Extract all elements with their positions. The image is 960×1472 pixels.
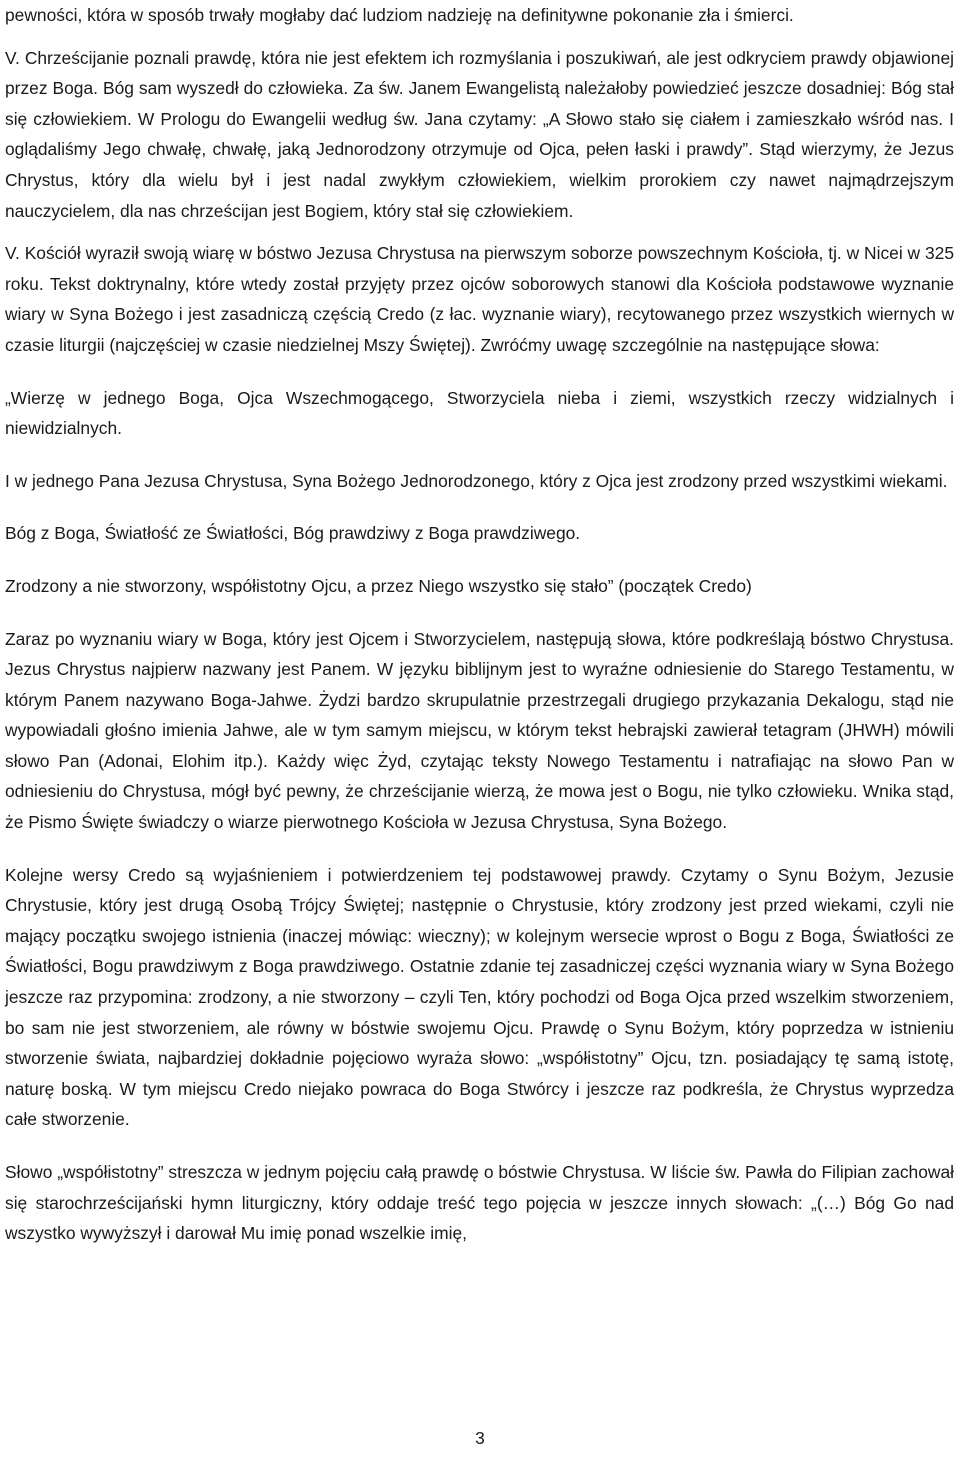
paragraph-credo-verses: Kolejne wersy Credo są wyjaśnieniem i potwierdzeniem tej podstawowej prawdy. Czytamy o Synu Bożym, Jezusie Chrystusie, który jest drugą Osobą Trójcy Świętej; następnie o Chrystusie, który zrodzony jest przed wiekami, czyli nie mający początku swojego istnienia (inaczej mówiąc: wieczny); w kolejnym wersecie wprost o Bogu z Boga, Światłości ze Światłości, Bogu prawdziwym z Boga prawdziwego. Ostatnie zdanie tej zasadniczej części wyznania wiary w Syna Bożego jeszcze raz przypomina: zrodzony, a nie stworzony – czyli Ten, który pochodzi od Boga Ojca przed wszelkim stworzeniem, bo sam nie jest stworzeniem, ale równy w bóstwie swojemu Ojcu. Prawdę o Synu Bożym, który poprzedza w istnieniu stworzenie świata, najbardziej dokładnie pojęciowo wyraża słowo: „współistotny” Ojcu, tzn. posiadający tę samą istotę, naturę boską. W tym miejscu Credo niejako powraca do Boga Stwórcy i jeszcze raz podkreśla, że Chrystus wyprzedza całe stworzenie.: [5, 864, 954, 1130]
paragraph-continuation: pewności, która w sposób trwały mogłaby dać ludziom nadzieję na definitywne pokonanie zła i śmierci.: [5, 5, 794, 25]
page-number: 3: [475, 1428, 485, 1448]
paragraph-lord: Zaraz po wyznaniu wiary w Boga, który jest Ojcem i Stworzycielem, następują słowa, które podkreślają bóstwo Chrystusa. Jezus Chrystus najpierw nazwany jest Panem. W języku biblijnym jest to wyraźne odniesienie do Starego Testamentu, w którym Panem nazywano Boga-Jahwe. Żydzi bardzo skrupulatnie przestrzegali drugiego przykazania Dekalogu, stąd nie wypowiadali głośno imienia Jahwe, ale w tym samym miejscu, w którym tekst hebrajski zawierał tetagram (JHWH) mówili słowo Pan (Adonai, Elohim itp.). Każdy więc Żyd, czytając teksty Nowego Testamentu i natrafiając na słowo Pan w odniesieniu do Chrystusa, mógł być pewny, że chrześcijanie wierzą, że mowa jest o Bogu, nie tylko człowieku. Wnika stąd, że Pismo Święte świadczy o wiarze pierwotnego Kościoła w Jezusa Chrystusa, Syna Bożego.: [5, 628, 954, 833]
credo-quote-line-4: Zrodzony a nie stworzony, współistotny Ojcu, a przez Niego wszystko się stało” (początek Credo): [5, 575, 752, 596]
credo-quote-line-2: I w jednego Pana Jezusa Chrystusa, Syna Bożego Jednorodzonego, który z Ojca jest zrodzony przed wszystkimi wiekami.: [5, 470, 948, 491]
credo-quote-line-3: Bóg z Boga, Światłość ze Światłości, Bóg prawdziwy z Boga prawdziwego.: [5, 523, 581, 544]
paragraph-consubstantial: Słowo „współistotny” streszcza w jednym pojęciu całą prawdę o bóstwie Chrystusa. W liście św. Pawła do Filipian zachował się starochrześcijański hymn liturgiczny, który oddaje treść tego pojęcia w jeszcze innych słowach: „(…) Bóg Go nad wszystko wywyższył i darował Mu imię ponad wszelkie imię,: [5, 1162, 954, 1244]
credo-quote-line-1: „Wierzę w jednego Boga, Ojca Wszechmogącego, Stworzyciela nieba i ziemi, wszystkich rzeczy widzialnych i niewidzialnych.: [5, 387, 954, 439]
paragraph-nicaea: V. Kościół wyraził swoją wiarę w bóstwo Jezusa Chrystusa na pierwszym soborze powszechnym Kościoła, tj. w Nicei w 325 roku. Tekst doktrynalny, które wtedy został przyjęty przez ojców soborowych stanowi dla Kościoła podstawowe wyznanie wiary w Syna Bożego i jest zasadniczą częścią Credo (z łac. wyznanie wiary), recytowanego przez wszystkich wiernych w czasie liturgii (najczęściej w czasie niedzielnej Mszy Świętej). Zwróćmy uwagę szczególnie na następujące słowa:: [5, 243, 954, 355]
document-page: [5, 0, 954, 1472]
paragraph-revelation: V. Chrześcijanie poznali prawdę, która nie jest efektem ich rozmyślania i poszukiwań, ale jest odkryciem prawdy objawionej przez Boga. Bóg sam wyszedł do człowieka. Za św. Janem Ewangelistą należałoby powiedzieć jeszcze dosadniej: Bóg stał się człowiekiem. W Prologu do Ewangelii według św. Jana czytamy: „A Słowo stało się ciałem i zamieszkało wśród nas. I oglądaliśmy Jego chwałę, chwałę, jaką Jednorodzony otrzymuje od Ojca, pełen łaski i prawdy”. Stąd wierzymy, że Jezus Chrystus, który dla wielu był i jest nadal zwykłym człowiekiem, wielkim prorokiem czy nawet najmądrzejszym nauczycielem, dla nas chrześcijan jest Bogiem, który stał się człowiekiem.: [5, 47, 954, 221]
